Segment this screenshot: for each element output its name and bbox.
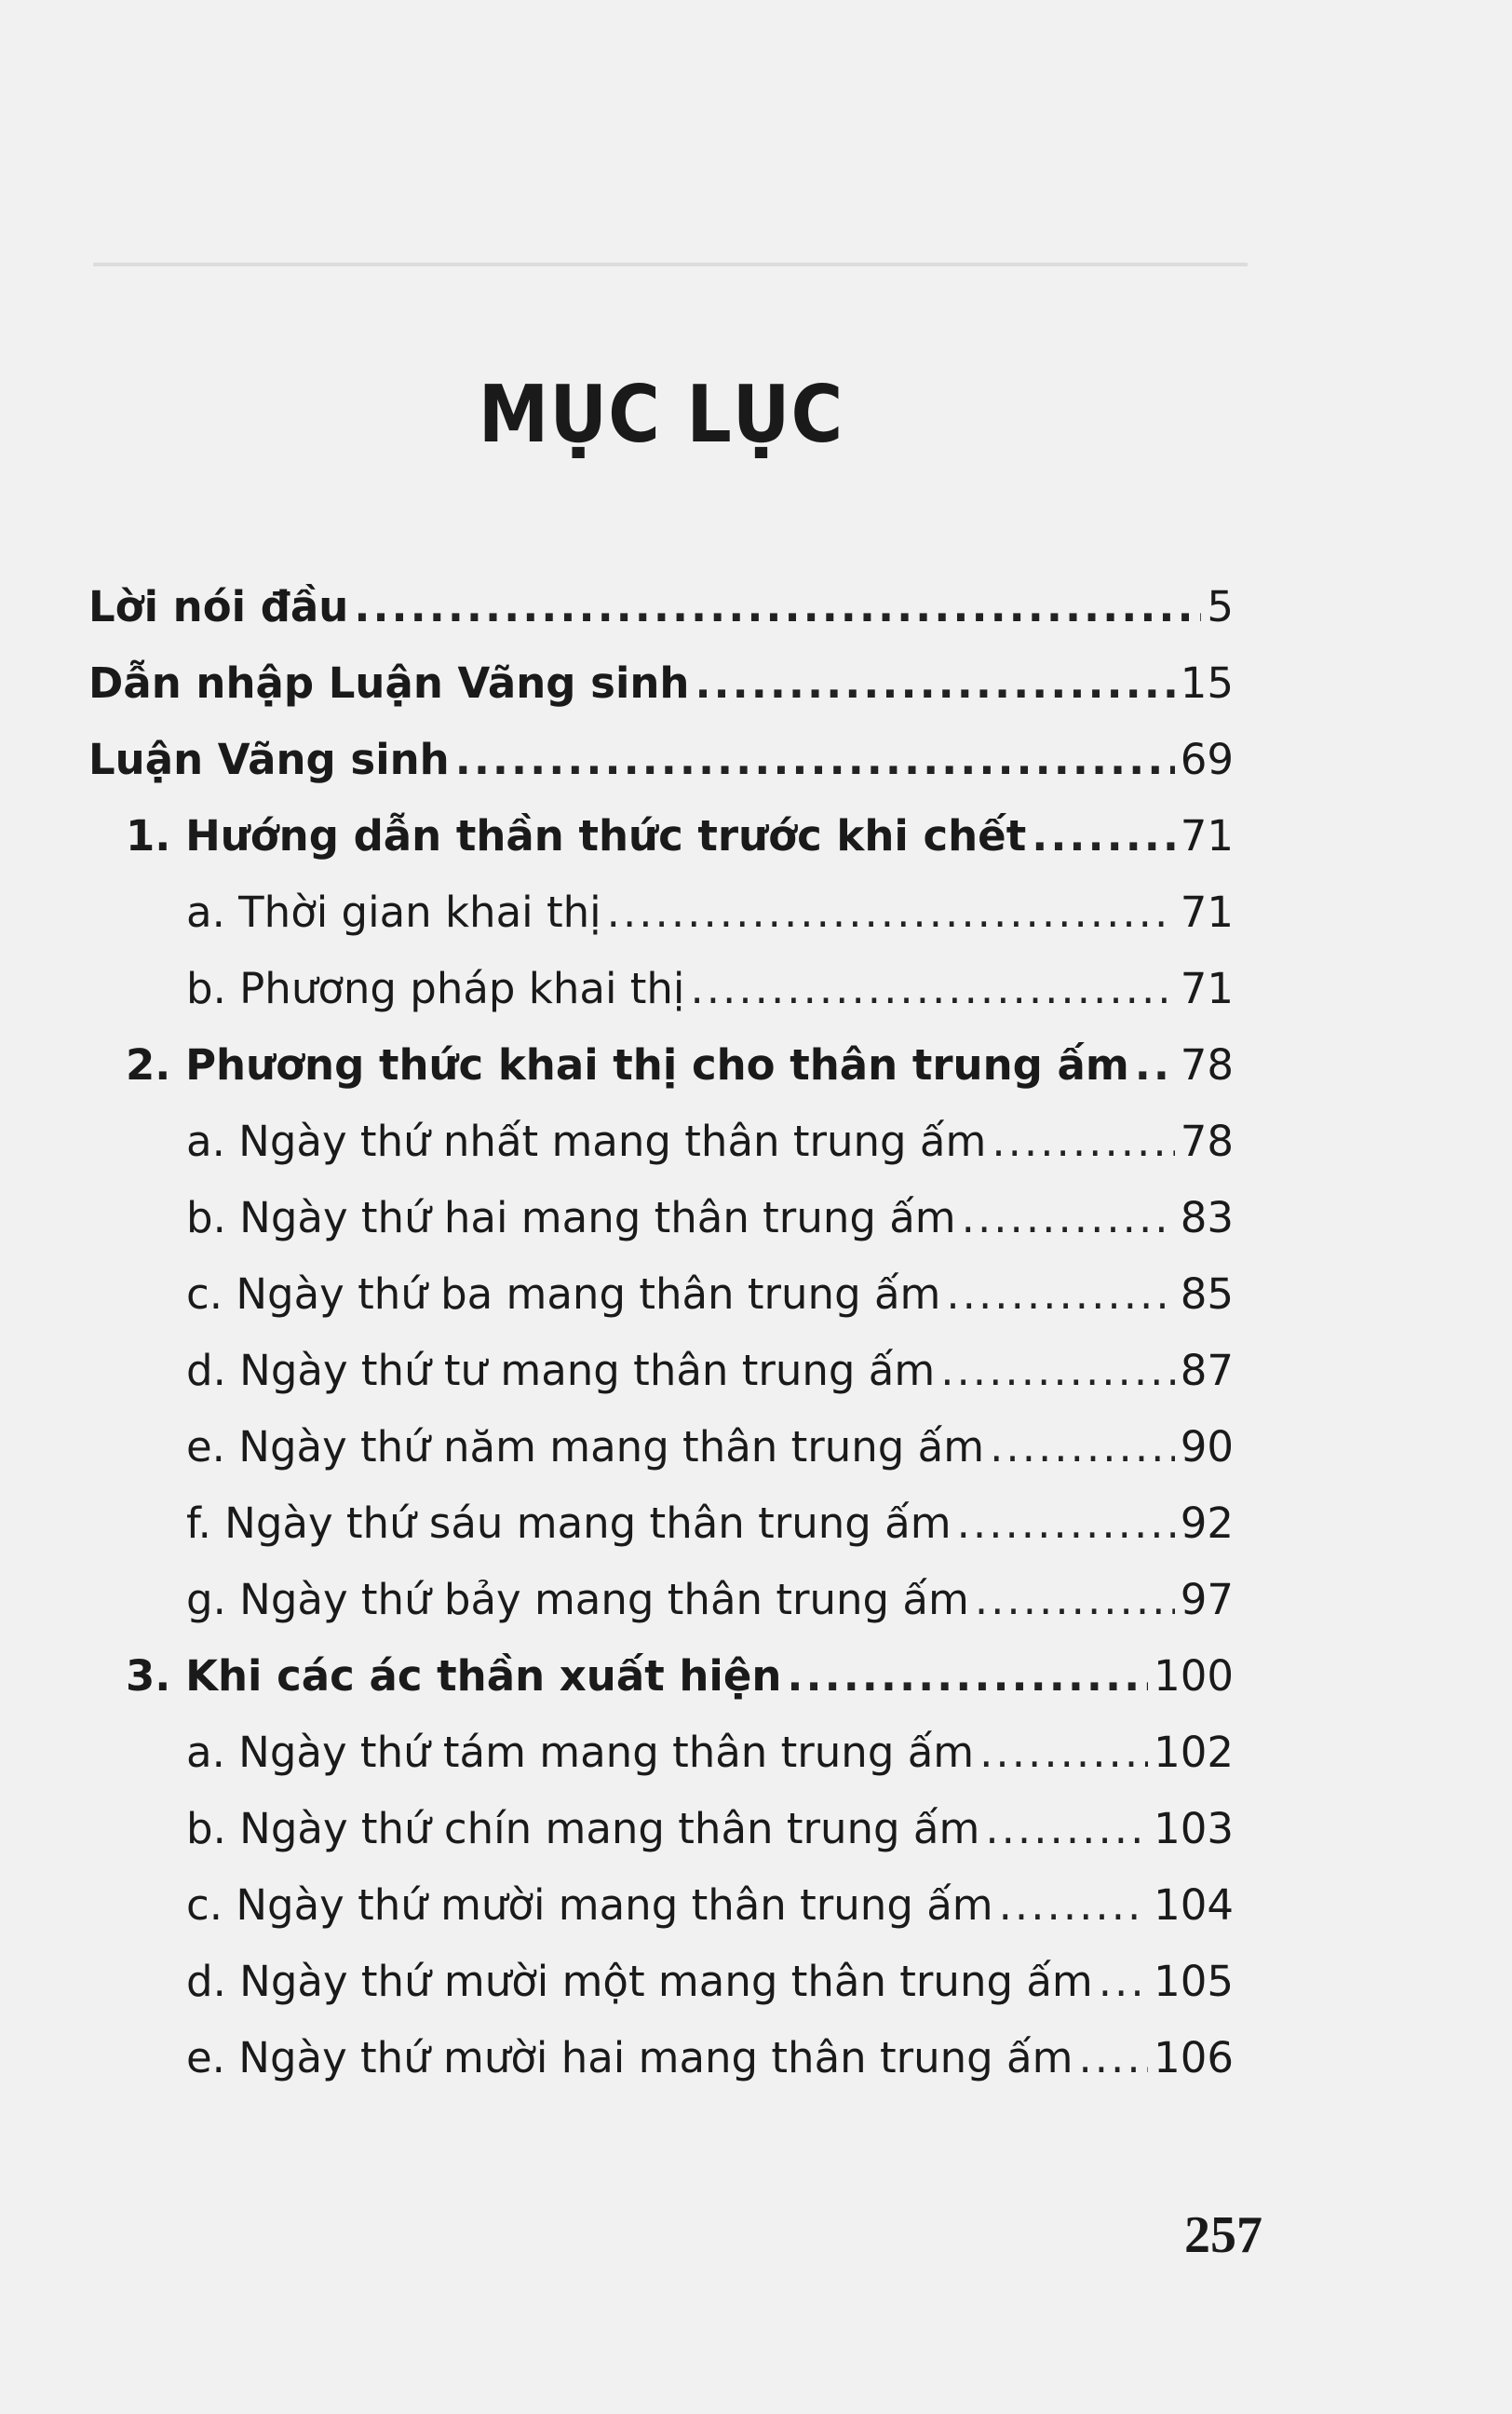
dot-leader — [455, 735, 1175, 784]
toc-entry-label: f. Ngày thứ sáu mang thân trung ấm — [186, 1499, 952, 1548]
dot-leader — [975, 1575, 1175, 1624]
toc-entry-page: 97 — [1180, 1575, 1234, 1624]
toc-entry — [88, 1804, 1234, 1880]
toc-entry — [88, 1193, 1234, 1269]
toc-entry-label: a. Thời gian khai thị — [186, 888, 601, 937]
toc-entry-page: 71 — [1180, 964, 1234, 1013]
dot-leader — [1032, 811, 1175, 861]
page-title: MỤC LỤC — [478, 367, 844, 461]
toc-entry — [88, 735, 1234, 811]
toc-entry-page: 83 — [1180, 1193, 1234, 1242]
toc-entry-page: 71 — [1180, 811, 1234, 861]
toc-entry-label: 2. Phương thức khai thị cho thân trung ấm — [126, 1040, 1129, 1090]
toc-entry — [88, 1269, 1234, 1346]
toc-entry-page: 106 — [1154, 2033, 1234, 2082]
toc-entry-page: 87 — [1180, 1346, 1234, 1395]
toc-entry-page: 92 — [1180, 1499, 1234, 1548]
toc-entry-label: b. Ngày thứ chín mang thân trung ấm — [186, 1804, 980, 1853]
toc-entry-page: 85 — [1180, 1269, 1234, 1319]
toc-entry-label: e. Ngày thứ mười hai mang thân trung ấm — [186, 2033, 1073, 2082]
toc-entry-label: 3. Khi các ác thần xuất hiện — [126, 1651, 782, 1701]
dot-leader — [690, 964, 1174, 1013]
toc-entry-page: 103 — [1154, 1804, 1234, 1853]
dot-leader — [979, 1728, 1148, 1777]
dot-leader — [940, 1346, 1175, 1395]
toc-entry-page: 78 — [1180, 1040, 1234, 1090]
dot-leader — [957, 1499, 1175, 1548]
dot-leader — [992, 1117, 1174, 1166]
toc-entry — [88, 888, 1234, 964]
toc-entry — [88, 1651, 1234, 1728]
dot-leader — [354, 582, 1201, 631]
toc-entry-label: 1. Hướng dẫn thần thức trước khi chết — [126, 811, 1027, 861]
toc-entry — [88, 658, 1234, 735]
page-number: 257 — [1184, 2206, 1262, 2264]
toc-entry-label: b. Phương pháp khai thị — [186, 964, 685, 1013]
toc-entry-page: 90 — [1180, 1422, 1234, 1471]
toc-entry-page: 69 — [1180, 735, 1234, 784]
dot-leader — [1078, 2033, 1148, 2082]
toc-entry — [88, 2033, 1234, 2109]
dot-leader — [962, 1193, 1175, 1242]
dot-leader — [946, 1269, 1174, 1319]
toc-entry-page: 104 — [1154, 1880, 1234, 1930]
toc-entry — [88, 964, 1234, 1040]
toc-entry-label: b. Ngày thứ hai mang thân trung ấm — [186, 1193, 956, 1242]
show-through-rule — [93, 263, 1248, 266]
toc-entry-label: g. Ngày thứ bảy mang thân trung ấm — [186, 1575, 969, 1624]
toc-entry-label: c. Ngày thứ ba mang thân trung ấm — [186, 1269, 941, 1319]
table-of-contents — [88, 582, 1234, 2109]
dot-leader — [985, 1804, 1148, 1853]
dot-leader — [1135, 1040, 1175, 1090]
toc-entry-label: Luận Vãng sinh — [88, 735, 450, 784]
toc-entry — [88, 1728, 1234, 1804]
toc-entry — [88, 1346, 1234, 1422]
toc-entry — [88, 1880, 1234, 1957]
toc-entry — [88, 1957, 1234, 2033]
toc-entry-page: 102 — [1154, 1728, 1234, 1777]
toc-entry-label: a. Ngày thứ nhất mang thân trung ấm — [186, 1117, 987, 1166]
toc-entry-label: d. Ngày thứ tư mang thân trung ấm — [186, 1346, 936, 1395]
toc-entry-page: 15 — [1180, 658, 1234, 708]
toc-entry-label: Lời nói đầu — [88, 582, 349, 631]
toc-entry-page: 5 — [1207, 582, 1234, 631]
dot-leader — [787, 1651, 1148, 1701]
toc-entry — [88, 582, 1234, 658]
toc-entry-label: e. Ngày thứ năm mang thân trung ấm — [186, 1422, 985, 1471]
toc-entry-page: 71 — [1180, 888, 1234, 937]
dot-leader — [990, 1422, 1175, 1471]
dot-leader — [695, 658, 1174, 708]
toc-entry-label: Dẫn nhập Luận Vãng sinh — [88, 658, 690, 708]
toc-entry-page: 100 — [1154, 1651, 1234, 1701]
toc-entry-label: c. Ngày thứ mười mang thân trung ấm — [186, 1880, 993, 1930]
toc-entry — [88, 1040, 1234, 1117]
toc-entry — [88, 1422, 1234, 1499]
dot-leader — [607, 888, 1175, 937]
dot-leader — [999, 1880, 1148, 1930]
toc-entry-page: 105 — [1154, 1957, 1234, 2006]
toc-entry-page: 78 — [1180, 1117, 1234, 1166]
toc-entry — [88, 811, 1234, 888]
toc-entry — [88, 1575, 1234, 1651]
toc-entry — [88, 1499, 1234, 1575]
dot-leader — [1099, 1957, 1148, 2006]
toc-entry-label: a. Ngày thứ tám mang thân trung ấm — [186, 1728, 975, 1777]
toc-entry-label: d. Ngày thứ mười một mang thân trung ấm — [186, 1957, 1093, 2006]
toc-entry — [88, 1117, 1234, 1193]
